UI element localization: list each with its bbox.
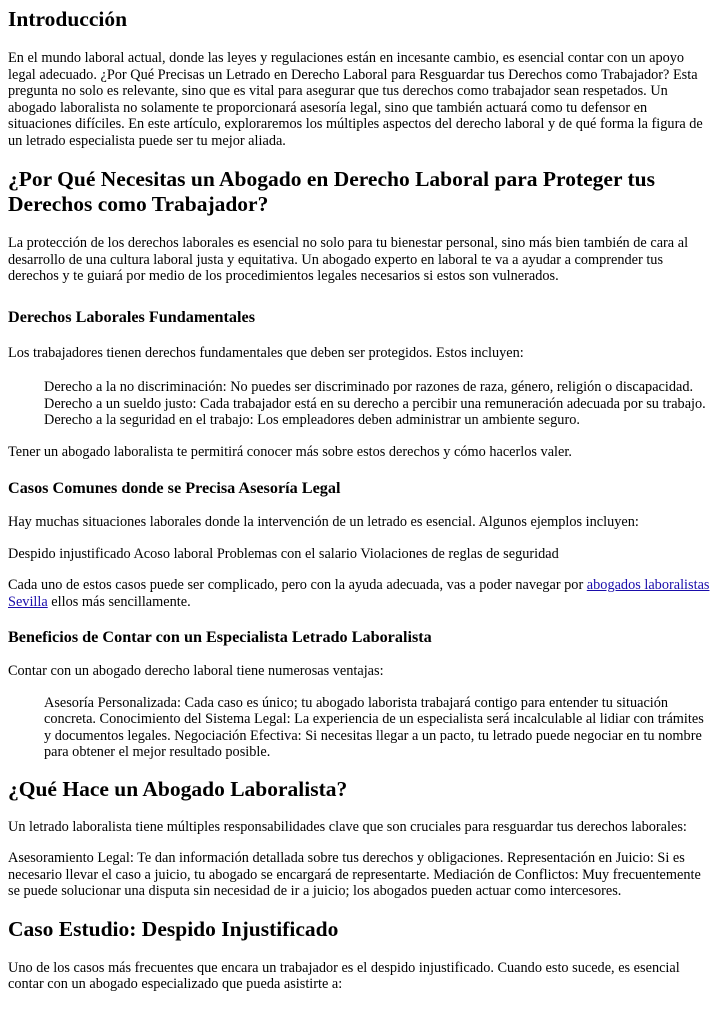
paragraph-casos-outro	[8, 577, 712, 610]
paragraph-proteccion: La protección de los derechos laborales es esencial no solo para tu bienestar personal, sino más bien también de cara al desarrollo de una cultura laboral justa y equitativa. Un abogado experto en laboral te va a ayudar a comprender tus derechos y te guiará por medio de los procedimientos legales necesarios si estos son vulnerados.	[8, 235, 689, 284]
paragraph-introduccion: En el mundo laboral actual, donde las leyes y regulaciones están en incesante cambio, es esencial contar con un apoyo legal adecuado. ¿Por Qué Precisas un Letrado en Derecho Laboral para Resguardar tus Derechos como Trabajador? Esta pregunta no solo es relevante, sino que es vital para asegurar que tus derechos como trabajador sean respetados. Un abogado laboralista no solamente te proporcionará asesoría legal, sino que también actuará como tu defensor en situaciones difíciles. En este artículo, exploraremos los múltiples aspectos del derecho laboral y de qué forma la figura de un letrado especialista puede ser tu mejor aliada.	[8, 50, 703, 149]
heading-beneficios: Beneficios de Contar con un Especialista Letrado Laboralista	[8, 628, 432, 646]
paragraph-beneficios-intro: Contar con un abogado derecho laboral tiene numerosas ventajas:	[8, 663, 384, 679]
paragraph-derechos-intro: Los trabajadores tienen derechos fundamentales que deben ser protegidos. Estos incluyen:	[8, 344, 524, 361]
heading-casos-comunes: Casos Comunes donde se Precisa Asesoría Legal	[8, 479, 341, 497]
article	[0, 7, 720, 993]
blockquote-derechos: Derecho a la no discriminación: No puedes ser discriminado por razones de raza, género, religión o discapacidad. Derecho a un sueldo justo: Cada trabajador está en su derecho a percibir una remuneración adecuada por su trabajo. Derecho a la seguridad en el trabajo: Los empleadores deben administrar un ambiente seguro.	[44, 379, 706, 428]
casos-outro-text-before: Cada uno de estos casos puede ser complicado, pero con la ayuda adecuada, vas a poder navegar por	[8, 577, 587, 593]
heading-por-que-necesitas: ¿Por Qué Necesitas un Abogado en Derecho Laboral para Proteger tus Derechos como Trabajador?	[8, 167, 655, 216]
heading-derechos-fundamentales: Derechos Laborales Fundamentales	[8, 307, 256, 326]
abogados-laboralistas-sevilla-link[interactable]: abogados laboralistas Sevilla	[8, 577, 710, 610]
heading-introduccion: Introducción	[8, 7, 128, 31]
paragraph-derechos-outro: Tener un abogado laboralista te permitirá conocer más sobre estos derechos y cómo hacerlos valer.	[8, 443, 572, 460]
heading-que-hace: ¿Qué Hace un Abogado Laboralista?	[8, 776, 348, 801]
heading-caso-estudio: Caso Estudio: Despido Injustificado	[8, 916, 339, 941]
paragraph-casos-intro: Hay muchas situaciones laborales donde la intervención de un letrado es esencial. Algunos ejemplos incluyen:	[8, 514, 639, 530]
paragraph-casos-lista: Despido injustificado Acoso laboral Problemas con el salario Violaciones de reglas de seguridad	[8, 545, 559, 562]
casos-outro-text-after: ellos más sencillamente.	[47, 593, 191, 610]
blockquote-beneficios: Asesoría Personalizada: Cada caso es único; tu abogado laborista trabajará contigo para entender tu situación concreta. Conocimiento del Sistema Legal: La experiencia de un especialista será incalculable al lidiar con trámites y documentos legales. Negociación Efectiva: Si necesitas llegar a un pacto, tu letrado puede negociar en tu nombre para obtener el mejor resultado posible.	[44, 694, 704, 760]
paragraph-caso-estudio: Uno de los casos más frecuentes que encara un trabajador es el despido injustificado. Cuando esto sucede, es esencial contar con un abogado especializado que pueda asistirte a:	[8, 959, 680, 992]
paragraph-que-hace-intro: Un letrado laboralista tiene múltiples responsabilidades clave que son cruciales para resguardar tus derechos laborales:	[8, 818, 687, 835]
paragraph-que-hace-lista: Asesoramiento Legal: Te dan información detallada sobre tus derechos y obligaciones. Representación en Juicio: Si es necesario llevar el caso a juicio, tu abogado se encargará de representarte. Mediación de Conflictos: Muy frecuentemente se puede solucionar una disputa sin necesidad de ir a juicio; los abogados pueden actuar como intercesores.	[8, 850, 701, 899]
